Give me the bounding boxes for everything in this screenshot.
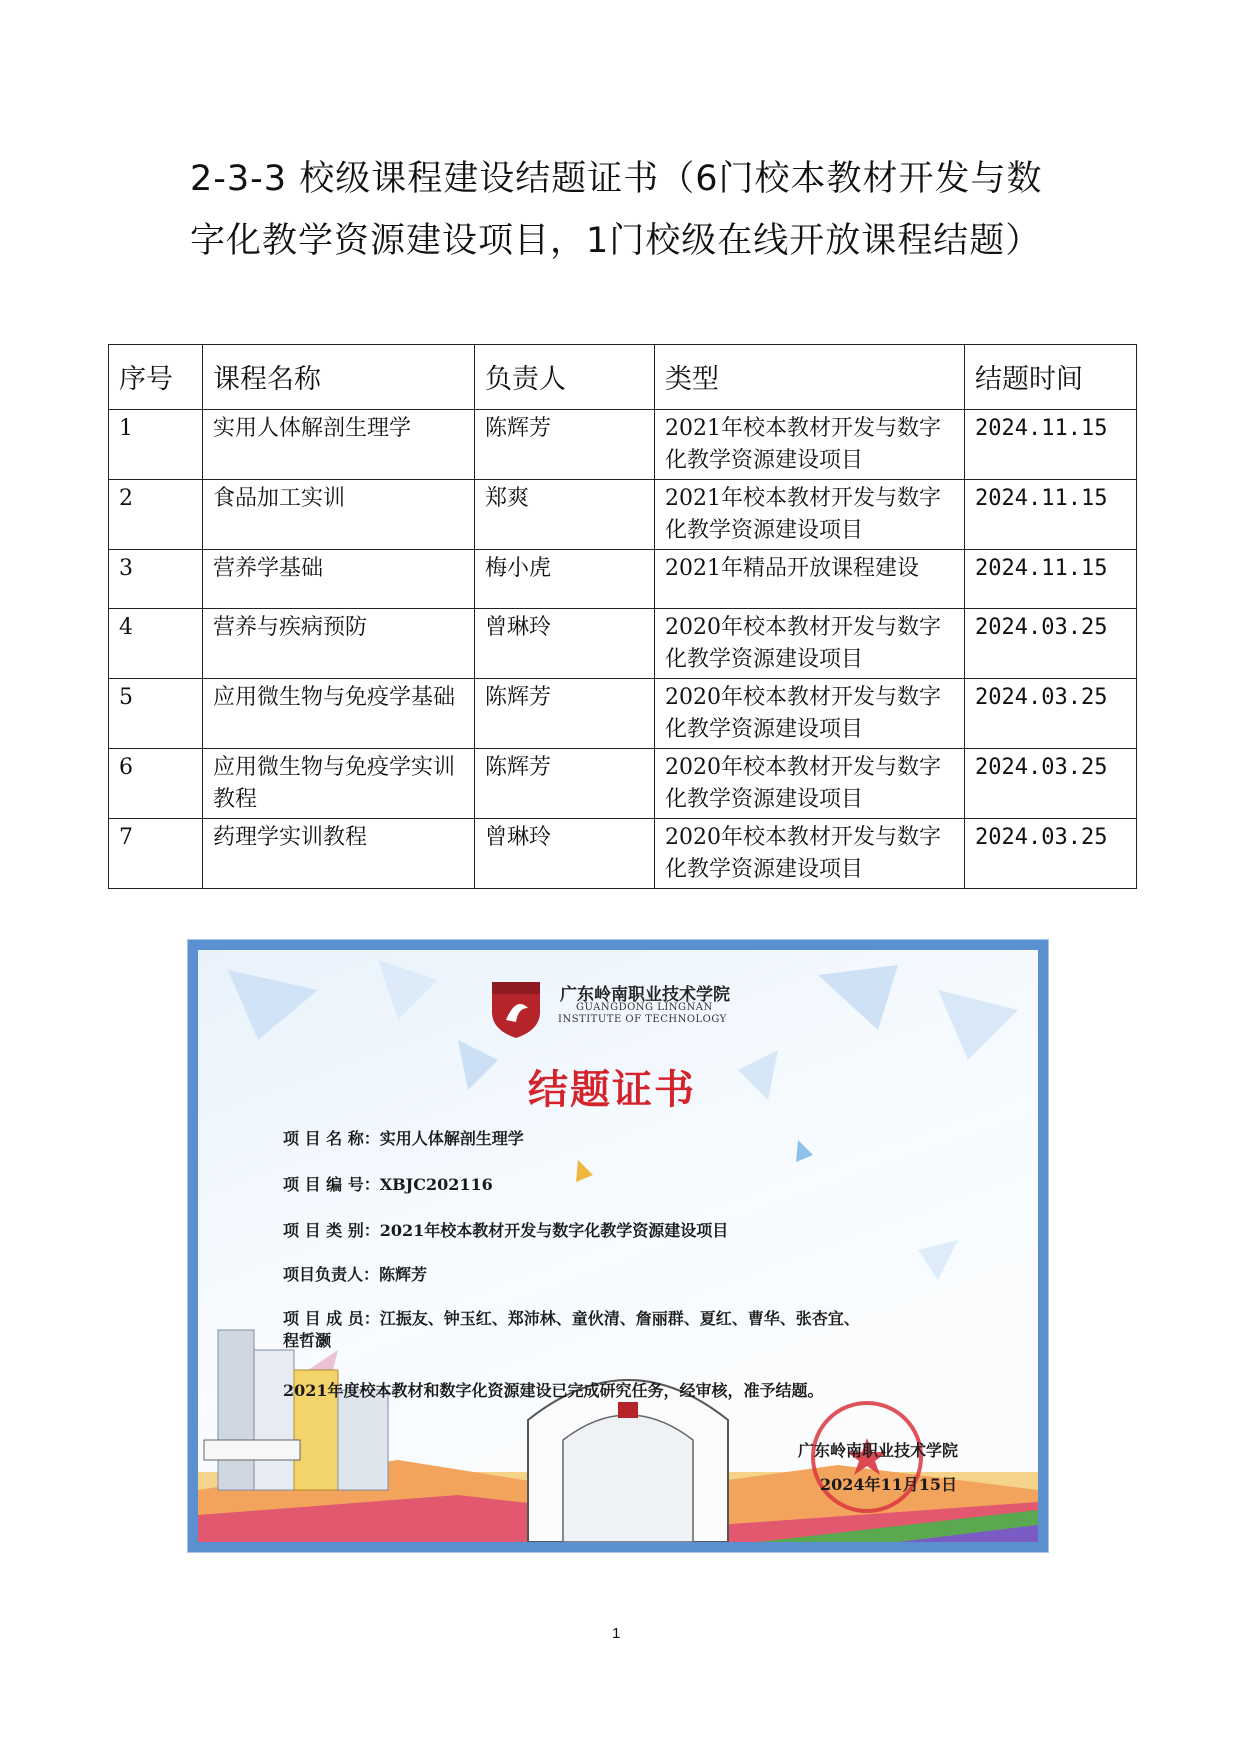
cert-field-value: 陈辉芳 (379, 1265, 428, 1284)
cert-field-project-leader (283, 1262, 427, 1285)
course-table (108, 344, 1137, 889)
cell-course-name: 食品加工实训 (203, 480, 475, 550)
certificate-school-name-en-2: INSTITUTE OF TECHNOLOGY (558, 1014, 727, 1025)
cell-date: 2024.11.15 (965, 480, 1137, 550)
cert-field-project-name (283, 1126, 524, 1149)
cell-type: 2020年校本教材开发与数字化教学资源建设项目 (655, 819, 965, 889)
cell-type: 2020年校本教材开发与数字化教学资源建设项目 (655, 609, 965, 679)
cell-type: 2020年校本教材开发与数字化教学资源建设项目 (655, 679, 965, 749)
cert-field-label: 项 目 类 别： (283, 1221, 380, 1240)
cell-date: 2024.11.15 (965, 550, 1137, 609)
cert-field-project-category (283, 1218, 728, 1241)
header-date: 结题时间 (965, 345, 1137, 410)
cell-date: 2024.03.25 (965, 819, 1137, 889)
cell-owner: 陈辉芳 (475, 749, 655, 819)
cell-no: 7 (109, 819, 203, 889)
cell-owner: 梅小虎 (475, 550, 655, 609)
table-header-row (109, 345, 1137, 410)
table-row (109, 749, 1137, 819)
table-row (109, 410, 1137, 480)
certificate-school-name-en-1: GUANGDONG LINGNAN (576, 1002, 713, 1013)
cell-course-name: 实用人体解剖生理学 (203, 410, 475, 480)
cell-course-name: 营养与疾病预防 (203, 609, 475, 679)
table-row (109, 679, 1137, 749)
cell-no: 3 (109, 550, 203, 609)
cert-field-label: 项 目 成 员： (283, 1309, 380, 1328)
table-row (109, 819, 1137, 889)
cell-date: 2024.03.25 (965, 749, 1137, 819)
cell-type: 2021年校本教材开发与数字化教学资源建设项目 (655, 410, 965, 480)
cell-owner: 陈辉芳 (475, 410, 655, 480)
cert-field-label: 项 目 编 号： (283, 1175, 380, 1194)
certificate-title: 结题证书 (528, 1067, 696, 1113)
certificate-issuer: 广东岭南职业技术学院 (798, 1441, 959, 1460)
cert-field-project-number (283, 1172, 493, 1195)
certificate-school-name: 广东岭南职业技术学院 (560, 985, 730, 1005)
certificate-date: 2024年11月15日 (820, 1475, 958, 1494)
cell-course-name: 应用微生物与免疫学基础 (203, 679, 475, 749)
page-heading: 2-3-3 校级课程建设结题证书（6门校本教材开发与数字化教学资源建设项目，1门校级在线开放课程结题） (190, 159, 1043, 261)
cert-field-project-members-cont (283, 1328, 331, 1351)
cell-owner: 陈辉芳 (475, 679, 655, 749)
cert-field-label: 项目负责人： (283, 1265, 380, 1284)
cell-course-name: 营养学基础 (203, 550, 475, 609)
header-owner: 负责人 (475, 345, 655, 410)
cert-field-value: 程哲灏 (283, 1331, 332, 1350)
cell-date: 2024.03.25 (965, 609, 1137, 679)
cell-no: 4 (109, 609, 203, 679)
cell-course-name: 应用微生物与免疫学实训教程 (203, 749, 475, 819)
page-number: 1 (612, 1625, 621, 1642)
cert-field-project-members (283, 1306, 860, 1329)
cell-no: 2 (109, 480, 203, 550)
cell-no: 5 (109, 679, 203, 749)
cell-date: 2024.03.25 (965, 679, 1137, 749)
cert-field-label: 项 目 名 称： (283, 1129, 380, 1148)
school-logo-icon (488, 978, 544, 1040)
cell-owner: 郑爽 (475, 480, 655, 550)
table-row (109, 550, 1137, 609)
header-no: 序号 (109, 345, 203, 410)
cert-field-value: 2021年校本教材开发与数字化教学资源建设项目 (379, 1221, 729, 1240)
cell-no: 6 (109, 749, 203, 819)
header-type: 类型 (655, 345, 965, 410)
cert-field-value: 实用人体解剖生理学 (379, 1129, 524, 1148)
cell-owner: 曾琳玲 (475, 609, 655, 679)
table-row (109, 480, 1137, 550)
cell-course-name: 药理学实训教程 (203, 819, 475, 889)
cell-type: 2021年精品开放课程建设 (655, 550, 965, 609)
header-course-name: 课程名称 (203, 345, 475, 410)
certificate-statement: 2021年度校本教材和数字化资源建设已完成研究任务，经审核，准予结题。 (283, 1381, 824, 1400)
cert-field-value: XBJC202116 (379, 1175, 493, 1194)
cell-no: 1 (109, 410, 203, 480)
table-row (109, 609, 1137, 679)
cert-field-value: 江振友、钟玉红、郑沛林、童伙清、詹丽群、夏红、曹华、张杏宜、 (379, 1309, 860, 1328)
cell-type: 2020年校本教材开发与数字化教学资源建设项目 (655, 749, 965, 819)
certificate-background (198, 950, 1038, 1542)
cell-date: 2024.11.15 (965, 410, 1137, 480)
cell-type: 2021年校本教材开发与数字化教学资源建设项目 (655, 480, 965, 550)
certificate-image (188, 940, 1048, 1552)
cell-owner: 曾琳玲 (475, 819, 655, 889)
